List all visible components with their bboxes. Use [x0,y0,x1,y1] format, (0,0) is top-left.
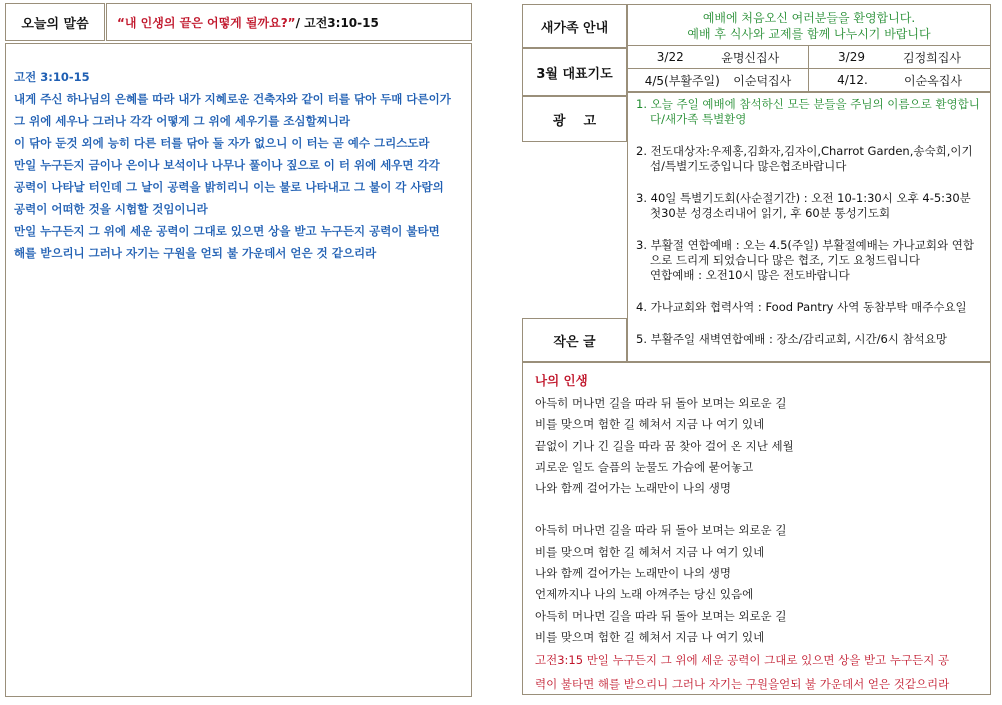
scripture-passage [5,43,472,697]
essay-label-text: 작은 글 [553,334,596,350]
prayer-leader: 윤명신집사 [721,50,780,65]
essay-verse-line-1: 고전3:15 만일 누구든지 그 위에 세운 공력이 그대로 있으면 상을 받고 누구든지 공 [535,653,950,668]
essay-line: 괴로운 일도 슬픔의 눈물도 가슴에 묻어놓고 [535,459,754,474]
announcements-label [522,96,627,142]
prayer-date: 4/5(부활주일) [644,73,720,88]
essay-line: 비를 맞으며 험한 길 헤쳐서 지금 나 여기 있네 [535,417,765,432]
sermon-title-ref: / 고전3:10-15 [295,15,379,30]
essay-line: 나와 함께 걸어가는 노래만이 나의 생명 [535,481,732,496]
scripture-line: 해를 받으리니 그러나 자기는 구원을 얻되 불 가운데서 얻은 것 같으리라 [14,246,377,260]
scripture-line: 만일 누구든지 그 위에 세운 공력이 그대로 있으면 상을 받고 누구든지 공력이 불타면 [14,224,440,238]
prayer-date: 4/12. [837,73,868,87]
essay-verse-line-2: 력이 불타면 해를 받으리니 그러나 자기는 구원을얻되 불 가운데서 얻은 것같으리라 [535,677,950,692]
essay-line: 나와 함께 걸어가는 노래만이 나의 생명 [535,566,732,581]
essay-label [522,318,627,362]
prayer-schedule-table [627,45,991,92]
newcomer-label-text: 새가족 안내 [540,20,609,36]
scripture-line: 내게 주신 하나님의 은혜를 따라 내가 지혜로운 건축자와 같이 터를 닦아 두매 다른이가 [14,92,451,106]
scripture-line: 공력이 어떠한 것을 시험할 것임이니라 [14,202,208,216]
prayer-schedule-label [522,48,627,96]
prayer-schedule-label-text: 3월 대표기도 [536,66,613,82]
prayer-schedule-cell [809,69,990,91]
prayer-leader: 이순옥집사 [903,73,962,88]
essay-content [522,362,991,695]
essay-line: 아득히 머나먼 길을 따라 뒤 돌아 보며는 외로운 길 [535,608,787,623]
prayer-date: 3/22 [656,50,684,64]
newcomer-line-2: 예배 후 식사와 교제를 함께 나누시기 바랍니다 [687,27,931,41]
announcement-item: 4. 가나교회와 협력사역 : Food Pantry 사역 동참부탁 매주수요일 [636,300,967,314]
prayer-schedule-cell [809,46,990,69]
announcement-easter-line-2: 연합예배 : 오전10시 많은 전도바랍니다 [650,268,850,282]
newcomer-label [522,4,627,48]
announcement-item: 1. 오늘 주일 예배에 참석하신 모든 분들을 주님의 이름으로 환영합니다/새가족 특별환영 [636,97,980,126]
prayer-leader: 이순덕집사 [733,73,792,88]
scripture-ref: 고전 3:10-15 [14,70,90,84]
essay-line: 아득히 머나먼 길을 따라 뒤 돌아 보며는 외로운 길 [535,523,787,538]
sermon-title [106,3,472,41]
essay-line: 비를 맞으며 험한 길 헤쳐서 지금 나 여기 있네 [535,629,765,644]
essay-line: 끝없이 기나 긴 길을 따라 꿈 찾아 걸어 온 지난 세월 [535,438,794,453]
essay-stanza-gap [535,499,978,520]
scripture-line: 공력이 나타날 터인데 그 날이 공력을 밝히리니 이는 불로 나타내고 그 불이 각 사람의 [14,180,444,194]
newcomer-line-1: 예배에 처음오신 여러분들을 환영합니다. [702,11,916,25]
prayer-date: 3/29 [838,50,865,64]
announcement-item: 3. 40일 특별기도회(사순절기간) : 오전 10-1:30시 오후 4-5:30분 첫30분 성경소리내어 읽기, 후 60분 통성기도회 [636,191,971,220]
essay-line: 언제까지나 나의 노래 아껴주는 당신 있음에 [535,587,754,602]
announcements-list [627,92,991,362]
todays-word-label-text: 오늘의 말씀 [21,16,89,32]
scripture-line: 만일 누구든지 금이나 은이나 보석이나 나무나 풀이나 짚으로 이 터 위에 세우면 각각 [14,158,440,172]
announcement-easter-line-1: 3. 부활절 연합예배 : 오는 4.5(주일) 부활절예배는 가나교회와 연합으로 드리게 되었습니다 많은 협조, 기도 요청드립니다 [636,238,974,267]
announcements-label-text: 광 고 [552,113,597,129]
scripture-line: 이 닦아 둔것 외에 능히 다른 터를 닦아 둘 자가 없으니 이 터는 곧 예수 그리스도라 [14,136,430,150]
essay-line: 비를 맞으며 험한 길 헤쳐서 지금 나 여기 있네 [535,544,765,559]
announcement-item: 2. 전도대상자:우제홍,김화자,김자이,Charrot Garden,송숙희,이기섭/특별기도중입니다 많은협조바랍니다 [636,144,973,173]
prayer-leader: 김정희집사 [903,50,961,65]
essay-line: 아득히 머나먼 길을 따라 뒤 돌아 보며는 외로운 길 [535,396,787,410]
essay-title: 나의 인생 [535,373,588,388]
scripture-line: 그 위에 세우나 그러나 각각 어떻게 그 위에 세우기를 조심할찌니라 [14,114,350,128]
sermon-title-quote: “내 인생의 끝은 어떻게 될까요?” [117,15,296,30]
newcomer-message [627,4,991,46]
announcement-item: 5. 부활주일 새벽연합예배 : 장소/감리교회, 시간/6시 참석요망 [636,332,948,346]
announcement-item [636,238,980,283]
todays-word-label [5,3,105,41]
prayer-schedule-cell [628,69,809,91]
prayer-schedule-cell [628,46,809,69]
